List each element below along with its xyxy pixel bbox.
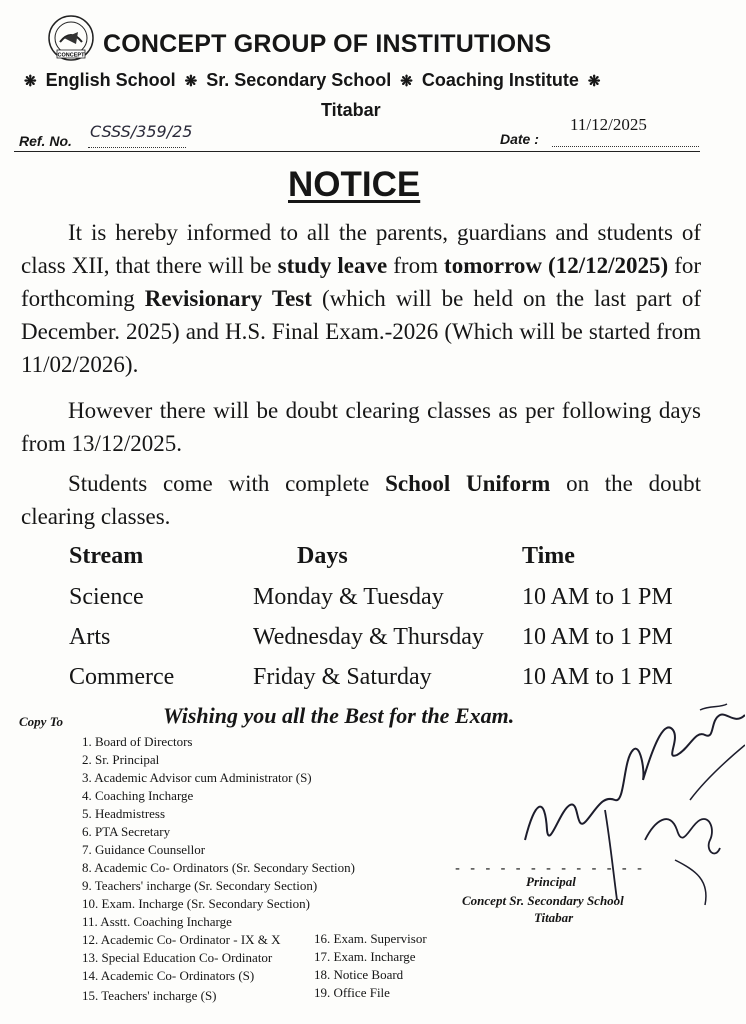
signature-dashes: - - - - - - - - - - - - - [455,860,645,877]
copy-item-19: 19. Office File [314,985,390,1000]
header-stream: Stream [69,543,144,569]
org-name: CONCEPT GROUP OF INSTITUTIONS [103,30,552,58]
copy-item-5: 5. Headmistress [82,806,166,821]
row-science-time: 10 AM to 1 PM [522,584,673,610]
date-value: 11/12/2025 [570,115,647,134]
star-icon: ❋ [400,73,413,90]
copy-item-18: 18. Notice Board [314,967,404,982]
copy-item-16: 16. Exam. Supervisor [314,931,427,946]
star-icon: ❋ [587,73,601,90]
copy-item-12: 12. Academic Co- Ordinator - IX & X [82,932,281,947]
row-science-stream: Science [69,584,144,610]
copy-item-6: 6. PTA Secretary [82,824,171,839]
p3-bold-uniform: School Uniform [385,471,551,496]
p1-bold-tomorrow: tomorrow (12/12/2025) [444,253,669,278]
sub-school-coaching: Coaching Institute [421,70,579,90]
copy-item-15: 15. Teachers' incharge (S) [82,988,217,1003]
header-time: Time [522,543,575,569]
row-commerce-stream: Commerce [69,664,175,690]
p3-text-1: Students come with complete [68,471,386,496]
copy-item-2: 2. Sr. Principal [82,752,160,767]
p1-bold-study-leave: study leave [277,253,388,278]
p3-text-2: on the doubt clearing classes. [21,471,701,529]
notice-title: NOTICE [288,165,421,204]
sub-school-secondary: Sr. Secondary School [206,70,392,90]
town-name: Titabar [321,100,381,120]
p1-text-2: from [387,253,445,278]
copy-item-4: 4. Coaching Incharge [82,788,194,803]
p1-text-4: (which will be held on the last part of December. 2025) and H.S. Final Exam.-2026 (Which will be started from 11/02/2026). [21,286,701,377]
copy-item-14: 14. Academic Co- Ordinators (S) [82,968,255,983]
header-rule [14,151,700,152]
row-arts-time: 10 AM to 1 PM [522,624,673,650]
copy-item-7: 7. Guidance Counsellor [82,842,206,857]
sub-school-english: English School [45,70,176,90]
copy-item-17: 17. Exam. Incharge [314,949,416,964]
p1-text-1: It is hereby informed to all the parents, guardians and students of class XII, that there will be [21,220,701,278]
p1-bold-revisionary: Revisionary Test [144,286,312,311]
wish-line: Wishing you all the Best for the Exam. [163,703,515,728]
copy-item-13: 13. Special Education Co- Ordinator [82,950,273,965]
principal-school: Concept Sr. Secondary School [462,893,624,908]
date-label: Date : [500,131,539,147]
header-days: Days [297,543,348,569]
copy-item-1: 1. Board of Directors [82,734,193,749]
paragraph-uniform [21,467,701,533]
copy-item-3: 3. Academic Advisor cum Administrator (S) [82,770,312,785]
copy-item-9: 9. Teachers' incharge (Sr. Secondary Section) [82,878,318,893]
institution-logo [46,14,96,66]
row-science-days: Monday & Tuesday [253,584,444,610]
star-icon: ❋ [184,73,198,90]
row-commerce-days: Friday & Saturday [253,664,432,690]
copy-item-10: 10. Exam. Incharge (Sr. Secondary Section) [82,896,310,911]
row-arts-days: Wednesday & Thursday [253,624,484,650]
row-commerce-time: 10 AM to 1 PM [522,664,673,690]
ref-value: CSSS/359/25 [90,122,193,141]
svg-text:CONCEPT: CONCEPT [57,52,85,59]
principal-title: Principal [526,874,576,889]
row-arts-stream: Arts [69,624,111,650]
ref-label: Ref. No. [19,133,72,149]
paragraph-doubt-classes: However there will be doubt clearing classes as per following days from 13/12/2025. [21,398,701,456]
copy-to-label: Copy To [19,714,63,729]
paragraph-study-leave [21,216,701,381]
sub-schools-line [20,70,604,91]
p1-text-3: for forthcoming [21,253,702,311]
star-icon: ❋ [24,73,37,90]
copy-item-11: 11. Asstt. Coaching Incharge [82,914,232,929]
principal-town: Titabar [534,910,574,925]
copy-item-8: 8. Academic Co- Ordinators (Sr. Secondary Section) [82,860,355,875]
